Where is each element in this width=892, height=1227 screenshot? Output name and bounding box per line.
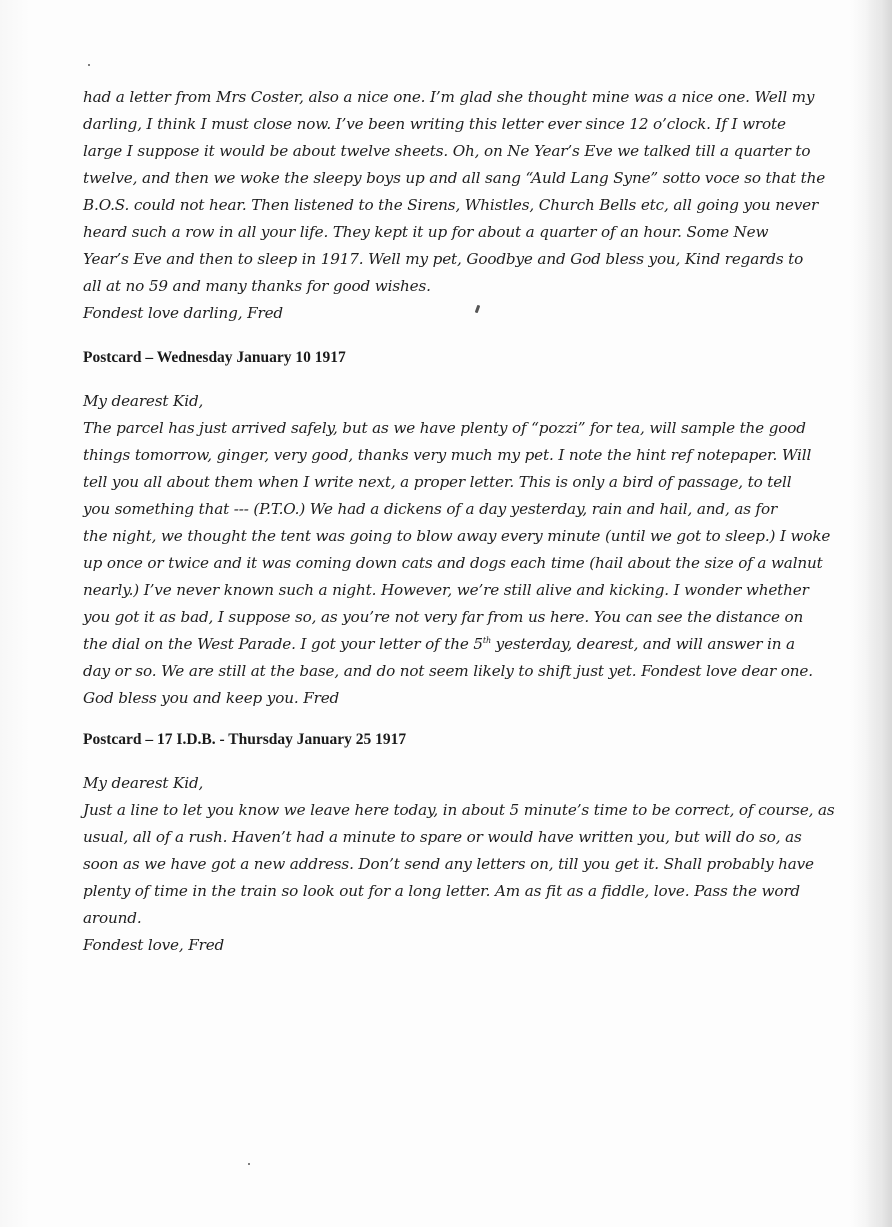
signature-line: Fondest love darling, Fred	[83, 304, 283, 322]
text-line: The parcel has just arrived safely, but as we have plenty of “pozzi” for tea, will sample the good	[83, 419, 806, 437]
text-line: soon as we have got a new address. Don’t send any letters on, till you get it. Shall probably have	[83, 855, 814, 873]
scan-speck	[88, 64, 90, 66]
postcard-body	[83, 770, 835, 959]
text-line: nearly.) I’ve never known such a night. However, we’re still alive and kicking. I wonder whether	[83, 581, 809, 599]
text-line: you something that --- (P.T.O.) We had a dickens of a day yesterday, rain and hail, and, as for	[83, 500, 778, 518]
letter-content	[83, 84, 835, 959]
text-fragment: yesterday, dearest, and will answer in a	[490, 635, 795, 653]
text-line: B.O.S. could not hear. Then listened to the Sirens, Whistles, Church Bells etc, all going you never	[83, 196, 819, 214]
text-line: twelve, and then we woke the sleepy boys up and all sang “Auld Lang Syne” sotto voce so that the	[83, 169, 826, 187]
signature-line: Fondest love, Fred	[83, 936, 225, 954]
letter-continuation	[83, 84, 826, 327]
text-line	[83, 631, 795, 658]
text-line: usual, all of a rush. Haven’t had a minute to spare or would have written you, but will do so, as	[83, 828, 802, 846]
postcard-body	[83, 388, 831, 712]
text-line: all at no 59 and many thanks for good wishes.	[83, 277, 431, 295]
text-line: heard such a row in all your life. They kept it up for about a quarter of an hour. Some New	[83, 223, 769, 241]
ordinal-suffix: th	[482, 635, 491, 645]
text-line: you got it as bad, I suppose so, as you’re not very far from us here. You can see the distance on	[83, 608, 804, 626]
text-line: the night, we thought the tent was going to blow away every minute (until we got to sleep.) I woke	[83, 527, 831, 545]
signature-line: God bless you and keep you. Fred	[83, 689, 340, 707]
text-line: plenty of time in the train so look out for a long letter. Am as fit as a fiddle, love. Pass the word	[83, 882, 801, 900]
text-line: Just a line to let you know we leave here today, in about 5 minute’s time to be correct, of course, as	[83, 801, 835, 819]
text-line: day or so. We are still at the base, and do not seem likely to shift just yet. Fondest love dear one.	[83, 662, 813, 680]
scan-shadow-edge	[866, 0, 892, 1227]
text-fragment: the dial on the West Parade. I got your letter of the 5	[83, 635, 483, 653]
text-line: darling, I think I must close now. I’ve been writing this letter ever since 12 o’clock. If I wrote	[83, 115, 786, 133]
text-line: large I suppose it would be about twelve sheets. Oh, on Ne Year’s Eve we talked till a quarter to	[83, 142, 811, 160]
text-line: around.	[83, 909, 142, 927]
scan-speck	[248, 1163, 250, 1165]
text-line: Year’s Eve and then to sleep in 1917. Well my pet, Goodbye and God bless you, Kind regards to	[83, 250, 804, 268]
salutation: My dearest Kid,	[83, 774, 204, 792]
text-line: things tomorrow, ginger, very good, thanks very much my pet. I note the hint ref notepaper. Will	[83, 446, 812, 464]
postcard-heading: Postcard – Wednesday January 10 1917	[83, 349, 346, 366]
text-line: up once or twice and it was coming down cats and dogs each time (hail about the size of a walnut	[83, 554, 823, 572]
salutation: My dearest Kid,	[83, 392, 204, 410]
text-line: had a letter from Mrs Coster, also a nice one. I’m glad she thought mine was a nice one. Well my	[83, 88, 815, 106]
text-line: tell you all about them when I write next, a proper letter. This is only a bird of passage, to tell	[83, 473, 792, 491]
postcard-heading: Postcard – 17 I.D.B. - Thursday January 25 1917	[83, 731, 407, 748]
